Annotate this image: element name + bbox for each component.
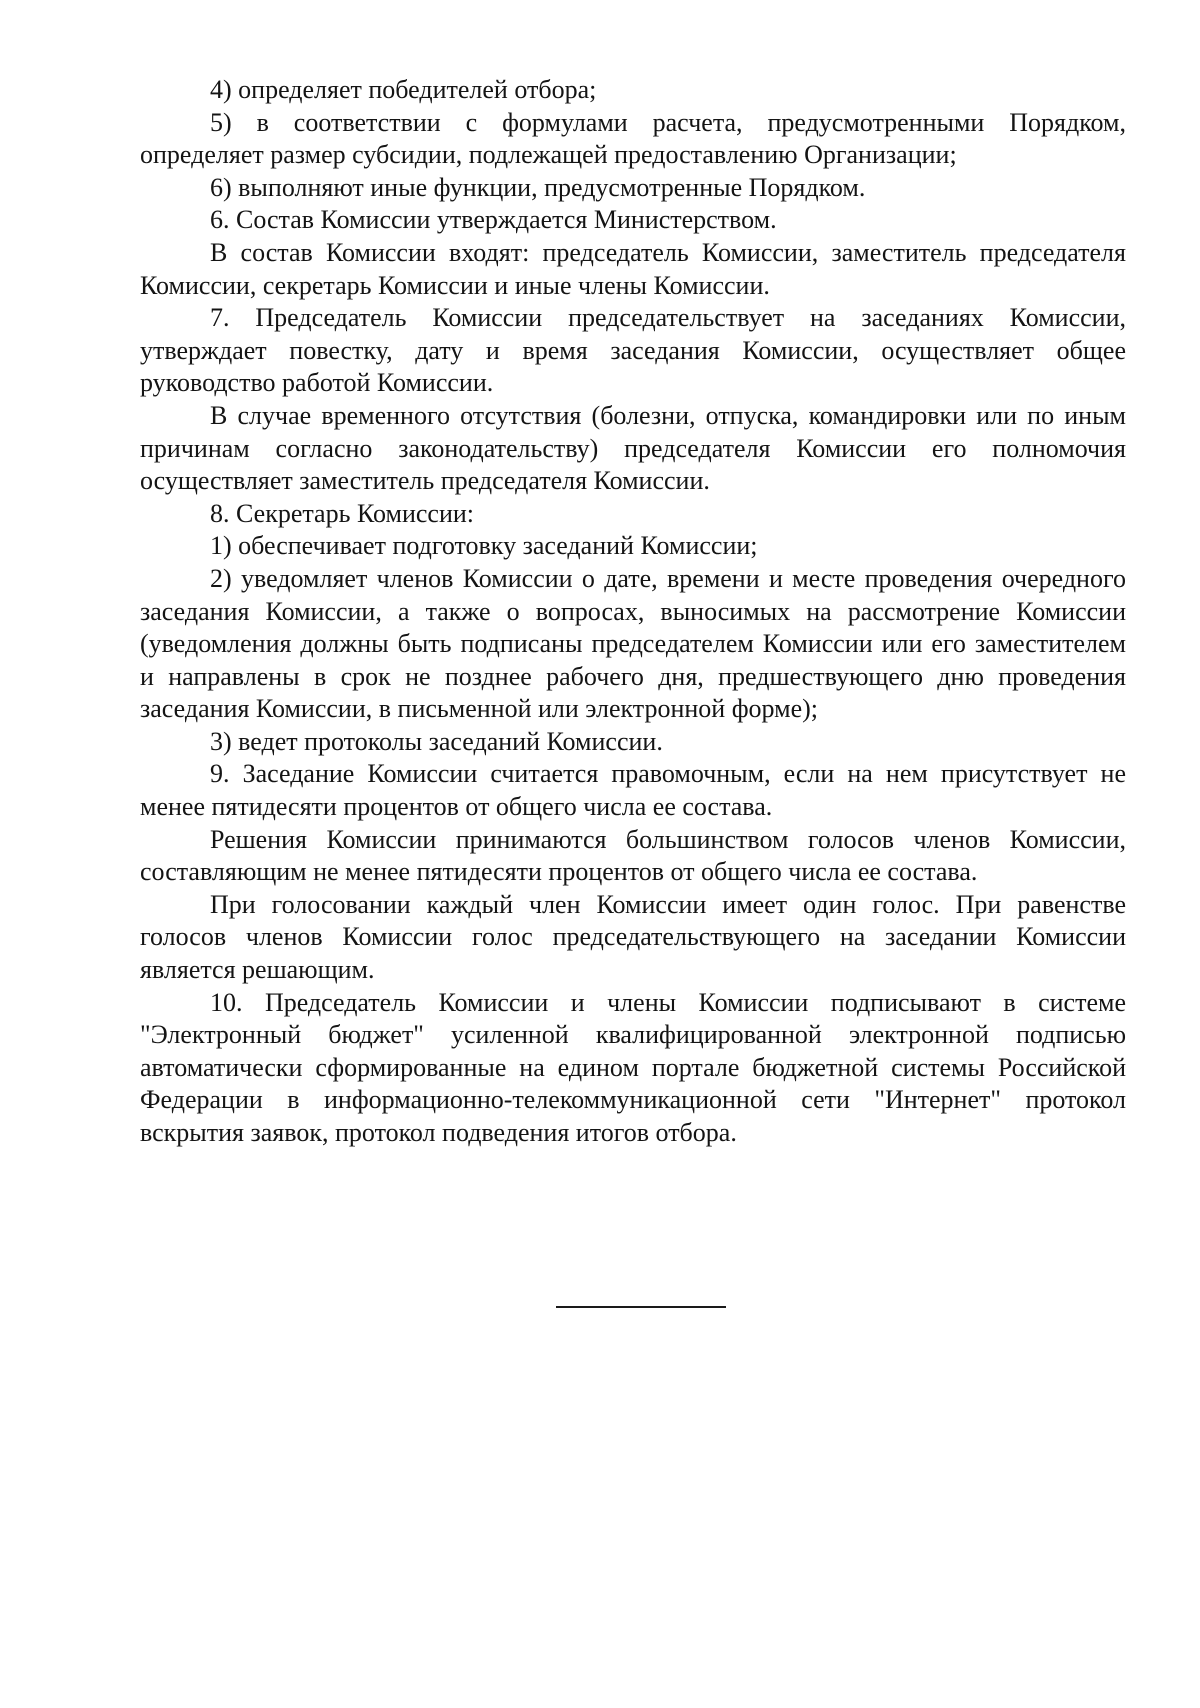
paragraph-secretary-item-3: 3) ведет протоколы заседаний Комиссии.	[210, 726, 663, 756]
paragraph-point-7: 7. Председатель Комиссии председательствует на заседаниях Комиссии, утверждает повестку, дату и время заседания Комиссии, осуществляет общее руководство работой Комиссии.	[140, 303, 1126, 398]
paragraph-point-6: 6. Состав Комиссии утверждается Министерством.	[210, 205, 777, 235]
paragraph-commission-composition: В состав Комиссии входят: председатель Комиссии, заместитель председателя Комиссии, секретарь Комиссии и иные члены Комиссии.	[140, 237, 1126, 300]
paragraph-secretary-item-2: 2) уведомляет членов Комиссии о дате, времени и месте проведения очередного заседания Комиссии, а также о вопросах, выносимых на рассмотрение Комиссии (уведомления должны быть подписаны председателем Комиссии или его заместителем и направлены в срок не позднее рабочего дня, предшествующего дню проведения заседания Комиссии, в письменной или электронной форме);	[140, 563, 1126, 724]
end-divider-line	[556, 1306, 726, 1308]
paragraph-point-9: 9. Заседание Комиссии считается правомочным, если на нем присутствует не менее пятидесяти процентов от общего числа ее состава.	[140, 759, 1126, 822]
paragraph-secretary-item-1: 1) обеспечивает подготовку заседаний Комиссии;	[210, 531, 758, 561]
paragraph-point-10: 10. Председатель Комиссии и члены Комиссии подписывают в системе "Электронный бюджет" усиленной квалифицированной электронной подписью автоматически сформированные на едином портале бюджетной системы Российской Федерации в информационно-телекоммуникационной сети "Интернет" протокол вскрытия заявок, протокол подведения итогов отбора.	[140, 987, 1126, 1147]
paragraph-point-8: 8. Секретарь Комиссии:	[210, 498, 474, 528]
paragraph-item-6: 6) выполняют иные функции, предусмотренные Порядком.	[210, 172, 866, 202]
paragraph-item-5: 5) в соответствии с формулами расчета, предусмотренными Порядком, определяет размер субсидии, подлежащей предоставлению Организации;	[140, 107, 1126, 170]
paragraph-temporary-absence: В случае временного отсутствия (болезни, отпуска, командировки или по иным причинам согласно законодательству) председателя Комиссии его полномочия осуществляет заместитель председателя Комиссии.	[140, 400, 1126, 496]
paragraph-voting: При голосовании каждый член Комиссии имеет один голос. При равенстве голосов членов Комиссии голос председательствующего на заседании Комиссии является решающим.	[140, 889, 1126, 985]
document-body	[140, 74, 1126, 1150]
paragraph-decisions: Решения Комиссии принимаются большинством голосов членов Комиссии, составляющим не менее пятидесяти процентов от общего числа ее состава.	[140, 824, 1126, 887]
paragraph-item-4: 4) определяет победителей отбора;	[210, 75, 597, 104]
